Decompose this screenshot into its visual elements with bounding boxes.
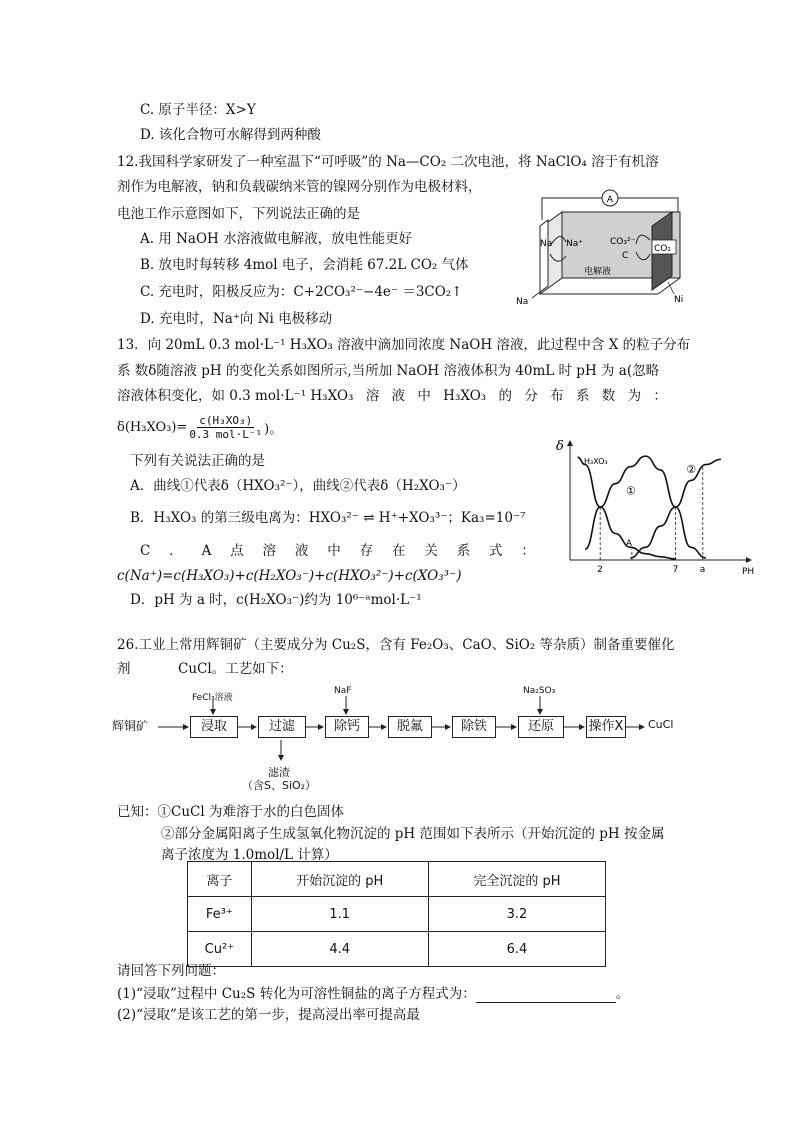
table-header: 离子	[188, 862, 252, 897]
flow-residue: 滤渣	[268, 766, 290, 779]
flow-step-filter: 过滤	[258, 716, 306, 738]
q13-option-d: D．pH 为 a 时，c(H₂XO₃⁻)约为 10⁶⁻ᵃmol·L⁻¹	[130, 592, 422, 608]
curve-label-h3xo3: H₃XO₃	[584, 457, 608, 466]
flow-step-operation-x: 操作X	[586, 716, 626, 738]
table-cell: 4.4	[251, 932, 428, 967]
table-cell: 3.2	[428, 897, 605, 932]
table-cell: 1.1	[251, 897, 428, 932]
flow-step-defluorinate: 脱氟	[388, 716, 432, 738]
q26-stem-line2b: CuCl。工艺如下：	[178, 661, 293, 677]
table-row	[188, 897, 606, 932]
carbon-label: C	[622, 251, 629, 261]
q13-stem-line2: 系 数δ随溶液 pH 的变化关系如图所示,当所加 NaOH 溶液体积为 40mL 时 pH 为 a(忽略	[117, 363, 660, 379]
flow-step-reduce: 还原	[518, 716, 564, 738]
co2-label: CO₂	[654, 244, 671, 254]
table-cell: 6.4	[428, 932, 605, 967]
q26-known-1: 已知：①CuCl 为难溶于水的白色固体	[117, 804, 344, 820]
table-header-row	[188, 862, 606, 897]
q26-stem-line1: 26.工业上常用辉铜矿（主要成分为 Cu₂S，含有 Fe₂O₃、CaO、SiO₂ 等杂质）制备重要催化	[117, 637, 675, 653]
na-ion-label: Na⁺	[566, 239, 583, 249]
flow-reagent-naf: NaF	[334, 686, 352, 696]
q13-stem-line3: 溶液体积变化，如 0.3 mol·L⁻¹ H₃XO₃ 溶 液 中 H₃XO₃ 的 分 布 系 数 为 ：	[117, 388, 667, 404]
q26-known-2: ②部分金属阳离子生成氢氧化物沉淀的 pH 范围如下表所示（开始沉淀的 pH 按金属	[161, 826, 665, 842]
q12-stem-line3: 电池工作示意图如下，下列说法正确的是	[117, 206, 360, 222]
answer-blank[interactable]	[476, 988, 616, 1003]
q13-option-c: C ． A 点 溶 液 中 存 在 关 系 式 ：	[140, 543, 535, 559]
table-cell: Fe³⁺	[188, 897, 252, 932]
y-axis-label: δ	[556, 439, 564, 454]
q12-option-d: D. 充电时，Na⁺向 Ni 电极移动	[140, 311, 333, 327]
q13-option-c-eq: c(Na⁺)=c(H₃XO₃)+c(H₂XO₃⁻)+c(HXO₃²⁻)+c(XO₃³⁻)	[117, 568, 462, 584]
battery-diagram	[510, 178, 700, 308]
table-header: 完全沉淀的 pH	[428, 862, 605, 897]
flow-step-leach: 浸取	[190, 716, 238, 738]
x-axis-arrow-icon	[746, 557, 752, 563]
precipitation-ph-table	[187, 861, 606, 967]
table-cell: Cu²⁺	[188, 932, 252, 967]
x-tick-label: 2	[597, 565, 603, 575]
flow-step-decalcify: 除钙	[325, 716, 369, 738]
q12-stem-line2: 剂作为电解液，钠和负载碳纳米管的镍网分别作为电极材料，	[117, 179, 482, 195]
curve-label-2: ②	[686, 463, 697, 477]
q13-prompt: 下列有关说法正确的是	[130, 453, 265, 469]
ammeter-label: A	[606, 195, 614, 205]
q12-option-c: C. 充电时，阳极反应为：C+2CO₃²⁻−4e⁻ ＝3CO₂↑	[140, 284, 463, 300]
flow-reagent-na2so3: Na₂SO₃	[523, 686, 556, 696]
q12-option-a: A. 用 NaOH 水溶液做电解液，放电性能更好	[140, 231, 413, 247]
q26-sub1: (1)“浸取”过程中 Cu₂S 转化为可溶性铜盐的离子方程式为： 。	[117, 986, 630, 1002]
flow-residue-note: （含S、SiO₂）	[242, 779, 317, 792]
q13-option-a: A．曲线①代表δ（HXO₃²⁻），曲线②代表δ（H₂XO₃⁻）	[130, 478, 466, 494]
q26-known-3: 离子浓度为 1.0mol/L 计算）	[161, 847, 338, 863]
flow-product: CuCl	[648, 718, 674, 731]
x-axis-label: PH	[742, 567, 755, 577]
table-header: 开始沉淀的 pH	[251, 862, 428, 897]
x-tick-label: a	[699, 565, 706, 575]
q11-option-c: C. 原子半径：X>Y	[140, 102, 256, 118]
distribution-chart	[548, 432, 763, 582]
q13-option-b: B．H₃XO₃ 的第三级电离为：HXO₃²⁻ ⇌ H⁺+XO₃³⁻；Ka₃=10⁻⁷	[130, 510, 526, 526]
na-electrode-label: Na	[540, 239, 553, 249]
q13-formula: δ(H₃XO₃)= c(H₃XO₃) 0.3 mol·L⁻¹ )。	[117, 413, 283, 441]
ni-bottom-label: Ni	[674, 295, 684, 305]
q11-option-d: D. 该化合物可水解得到两种酸	[140, 127, 321, 143]
flow-step-deiron: 除铁	[452, 716, 496, 738]
flow-start: 辉铜矿	[112, 719, 149, 733]
electrolyte-label: 电解液	[584, 267, 612, 277]
flow-reagent-fecl3: FeCl₃溶液	[192, 693, 233, 703]
carbonate-label: CO₃²⁻	[610, 237, 636, 247]
table-row	[188, 932, 606, 967]
curve-label-1: ①	[625, 484, 636, 498]
na-bottom-label: Na	[516, 297, 529, 307]
y-axis-arrow-icon	[567, 440, 573, 446]
q12-stem-line1: 12.我国科学家研发了一种室温下“可呼吸”的 Na—CO₂ 二次电池，将 NaClO₄ 溶于有机溶	[117, 154, 659, 170]
q13-stem-line1: 13．向 20mL 0.3 mol·L⁻¹ H₃XO₃ 溶液中滴加同浓度 NaOH 溶液，此过程中含 X 的粒子分布	[117, 337, 691, 353]
x-tick-label: 7	[672, 565, 679, 575]
q26-answer-prompt: 请回答下列问题：	[117, 963, 225, 979]
q26-sub2: (2)“浸取”是该工艺的第一步，提高浸出率可提高最	[117, 1007, 420, 1023]
point-a-label: A	[625, 539, 633, 550]
q12-option-b: B. 放电时每转移 4mol 电子，会消耗 67.2L CO₂ 气体	[140, 257, 469, 273]
q26-stem-line2a: 剂	[117, 661, 131, 677]
